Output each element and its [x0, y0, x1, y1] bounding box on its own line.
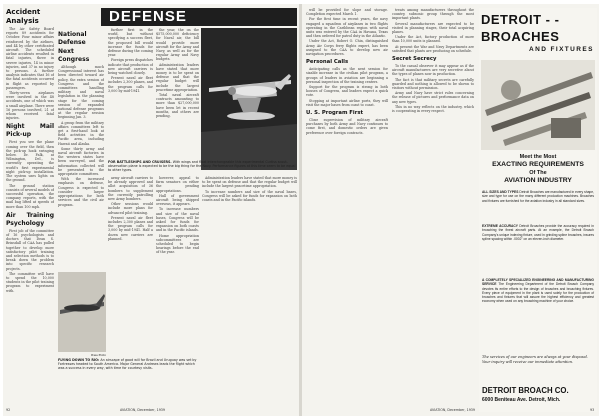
ad-headline-1: DETROIT - -: [481, 12, 560, 27]
heading-personal-calls: Personal Calls: [306, 59, 349, 66]
paragraph: Anticipating calls as the next session for sizable increase in the civilian pilot program, a groups of leaders in aviation are beginning a personal inspection of the training centers.: [306, 67, 388, 84]
paragraph: Present naval air fleet includes 2,300 planes and the program calls for 3,000 by mid-1941. Half a dozen new carriers are planned.: [108, 215, 153, 241]
paragraph: To increase numbers and size of the naval bases, Congress will be asked for funds for expansion on both coasts and in the Pacific islands.: [202, 189, 297, 203]
left-column-2: [58, 8, 104, 270]
ad-text: Detroit Broaches are manufactured in every shape, size and type for use on the many different production machines. Broaches and fixtures are furnished for the aviation industry in all standard sizes.: [482, 190, 594, 203]
bomber-icon: [58, 272, 106, 352]
paragraph: To the casual observer it may appear as if the aircraft manufacturers are very secretive about the types of planes now in production.: [392, 64, 474, 77]
paragraph: For the first time in recent years, the navy engaged a squadron of airplanes in two flights operating in the Caribbean region with naval units was entered by the CAA in Havana, Texas and then ordered for patrol duty in the Atlantic.: [306, 17, 388, 39]
caption-lead: FLYING DOWN TO RIO:: [58, 358, 100, 362]
paragraph: Under the Act, Robert O. Chin, distinguished Army Air Corps ferry flights expert, has been assigned to the CAA to develop new air navigation procedures.: [306, 39, 388, 57]
paragraph: The Air Safety Board reports 89 accidents for October. Four minor affairs reinforced by the airlines, and 44 by other certificated aircraft. The scheduled airline accidents resulted in fatal injuries, three in severe injuries, 14 in minor injuries, and 37 in no injury to persons. A further analysis indicates that 16 of the fatal accidents occurred in flight as reported by passengers.: [6, 27, 54, 90]
paragraph: Stopping at important airline ports, they will visit the major bases from coast to coast.: [306, 98, 388, 107]
broach-tool-icon: [481, 60, 595, 150]
ad-paragraph-accuracy: [482, 224, 594, 241]
paragraph: Some thirty army and naval aircraft factories in the western states have been surveyed, and the information collected will be presented to the appropriate committees.: [58, 146, 104, 177]
running-foot-left: AVIATION, December, 1939: [120, 408, 165, 412]
ad-text: The Engineering Department of the Detroit Broach Company devotes its entire efforts to the design of broaches and broaching fixtures. Every piece of equipment in the plant is used solely for the production of broaches and fixtures that will assure the highest efficiency and greatest economy when used on any broaching machine of your choice.: [482, 282, 595, 304]
left-column-1: [6, 8, 54, 404]
ad-company-address: 6000 Beniteau Ave. Detroit, Mich.: [482, 397, 561, 403]
paragraph: Although much Congressional interest has been directed toward air policy, the extra session of Congress and the committees handling military and naval legislation in the planning stage for the coming session of expanded national defense programs at the regular session beginning Jan. 3.: [58, 65, 104, 120]
paragraph: First job of the committee of 16 psychologists and doctors that Dean S. Brinsdall of CAA has pulled together to develop more satisfactory pilot training and selection methods is to break down the problem into specific research projects.: [6, 228, 54, 271]
heading-air-training: Air Training Psychology: [6, 211, 54, 227]
ad-headline-3: AND FIXTURES: [529, 46, 594, 53]
paragraph: Army and Navy have strict rules concerning the release of pictures and performance data on any new types.: [392, 91, 474, 104]
paragraph: Foreign press dispatches indicate that production of new aircraft carriers is being watched closely.: [108, 58, 153, 76]
caption-lead: FOR BATTLESHIPS AND CRUISERS.: [108, 160, 172, 164]
heading-secret-secrecy: Secret Secrecy: [392, 56, 437, 63]
broach-product-photo: [481, 60, 595, 150]
ad-paragraph-service: [482, 278, 594, 304]
seaplane-icon: [201, 28, 297, 170]
ad-meet-3: Of The: [529, 170, 547, 176]
left-column-8: [202, 176, 297, 406]
paragraph: The ground station consists of several models of successful operation, the company reports, with the mail bag lifted at speeds of more than 100 mph.: [6, 183, 54, 209]
ad-footer-note: The services of our engineers are always at your disposal. Your inquiry will receive our immediate attention.: [482, 355, 588, 364]
ad-text: Detroit Broaches provide the accuracy required in broaching the finest aircraft parts. At an example, the Detroit Broach Company's unique indexing fixture, used in grinding spline broaches, insures spline spacing within .0002" on an eleven-inch diameter.: [482, 224, 594, 241]
paragraph: Thirty-seven airplanes were involved in the 48 accidents, one of which was a small airplane. There were 16 persons involved, 21 of whom received fatal injuries.: [6, 91, 54, 121]
paragraph: Support for the program is strong in both houses of Congress, and leaders expect a quick vote.: [306, 85, 388, 98]
paragraph: Present naval air fleet includes 2,300 planes, and the program calls for 3,000 by mid-1941.: [108, 76, 153, 93]
ad-subhead: ALL SIZES AND TYPES: [482, 190, 519, 194]
section-banner: DEFENSE: [101, 8, 297, 26]
left-column-7: [156, 176, 199, 406]
heading-night-mail: Night Mail Pick-up: [6, 123, 54, 139]
paragraph: A group from the military affairs committees left to get a first-hand look at field activities in the Pacific area, including Hawaii and Alaska.: [58, 120, 104, 146]
photo2-caption: [58, 358, 198, 371]
paragraph: Close supervision of military aircraft purchases by both Army and Navy continues to come first, and domestic orders are given preference over foreign contracts.: [306, 118, 388, 135]
left-column-3: [108, 28, 153, 158]
paragraph: Under the Act, factory production of more than 10,000 units is planned.: [392, 35, 474, 44]
left-column-4: [156, 28, 199, 158]
paragraph: The committee will have to spend the 10,000 students in the pilot training program to experiment with.: [6, 271, 54, 293]
paragraph: Other sessions would include more plans for advanced pilot training.: [108, 202, 153, 215]
paragraph: however, appeal to farm senators on either the pending appropriations.: [156, 176, 199, 193]
heading-national-defense: National Defense: [58, 31, 87, 46]
ad-subhead: EXTREME ACCURACY: [482, 224, 518, 228]
caption-text: With wings and float interchangeable this experimental Curtiss scout-observation plane is expected to be the big thing for the Navy. Performance figures at this time seem to be equal to other types.: [108, 160, 296, 173]
paragraph: will be provided for slope and storage. Completion expected March 1.: [306, 8, 388, 17]
paragraph: Administration leaders have stated that more money is to be spent on defense and that the regular budget will include the largest peacetime appropriation.: [202, 176, 297, 189]
ad-meet-1: Meet the Most: [519, 154, 557, 160]
ad-meet-4: AVIATION INDUSTRY: [504, 177, 572, 184]
ad-subhead: A COMPLETELY SPECIALIZED ENGINEERING AND MANUFACTURING SERVICE: [482, 278, 594, 287]
ad-headline-2: BROACHES: [481, 29, 560, 44]
ad-meet-2: EXACTING REQUIREMENTS: [492, 161, 584, 168]
caption-text: An airscape of good will for Brazil and Uruguay was set by Fortresses headed to South America. Major General Andrews leads the flight which was a success in every way, with time for courtesy visits.: [58, 358, 197, 371]
heading-next-congress: Next Congress: [58, 48, 90, 63]
ad-company-name: DETROIT BROACH CO.: [482, 386, 569, 395]
bomber-photo: [58, 272, 106, 352]
running-foot-right: AVIATION, December, 1939: [430, 408, 475, 412]
paragraph: Administration leaders have stated that more money is to be spent on defense and that the regular budget will include the largest peacetime appropriation.: [156, 62, 199, 92]
seaplane-photo: [201, 28, 297, 170]
paragraph: First you see the plane coming over the field, then the pick-up hook swinging below. Dr. Falk, at Wilmington, Del., is currently operating the world's first experimental night pick-up installation. The system uses lights on the ground.: [6, 140, 54, 183]
right-column-2: [392, 8, 474, 404]
detroit-broach-advertisement: [479, 8, 597, 412]
paragraph: the year, the on the $575,000,000 deficiency for Naval air, the bill would provide more aircraft for the Army and Navy, as well as for the regular Army and Navy budgets.: [156, 28, 199, 62]
paragraph: Total naval aircraft contracts amounting to more than $27,000,000 have been let in recent months, and others are pending.: [156, 93, 199, 119]
heading-us-program: U. S. Program First: [306, 110, 364, 117]
paragraph: treats among manufacturers throughout the country, subsonic group through the most important plants.: [392, 8, 474, 21]
photo-credit: Press Photo: [90, 354, 106, 357]
right-column-1: [306, 8, 388, 404]
photo-caption: [108, 160, 298, 173]
page-number-right: 93: [590, 408, 595, 412]
paragraph: further first in the world, but without specifying a success fleet, the proposed bill would increase the funds for defense during the coming year.: [108, 28, 153, 58]
paragraph: With the increased emphasis on defense, Congress is expected to consider larger appropriations for both services and the civil air program.: [58, 177, 104, 207]
paragraph: army aircraft carriers to be already approved and allot acquisition of 36 bombers to supplement the currently patrolling new Army bombers.: [108, 176, 153, 202]
left-column-6: [108, 176, 153, 406]
paragraph: Hull of government aircraft being shipped overseas, it appears.: [156, 193, 199, 207]
ad-paragraph-sizes: [482, 190, 594, 203]
paragraph: This in no way reflects on the industry, which is cooperating in every respect.: [392, 104, 474, 114]
paragraph: To increase numbers and size of the naval bases, Congress will be asked for funds for expansion on both coasts and in the Pacific islands.: [156, 207, 199, 233]
paragraph: The fact is that military secrets are carefully guarded and nothing is allowed to be shown to visitors without permission.: [392, 77, 474, 91]
paragraph: At present the War and Navy Departments are satisfied that plants are producing on schedule.: [392, 44, 474, 53]
page-number-left: 92: [6, 408, 11, 412]
paragraph: Several manufacturers are expected to be visited in planning stages, their total acquiring planes.: [392, 21, 474, 35]
heading-accident-analysis: Accident Analysis: [6, 8, 41, 25]
paragraph: Home appropriation subcommittees are scheduled to begin hearings before the end of the year.: [156, 233, 199, 255]
